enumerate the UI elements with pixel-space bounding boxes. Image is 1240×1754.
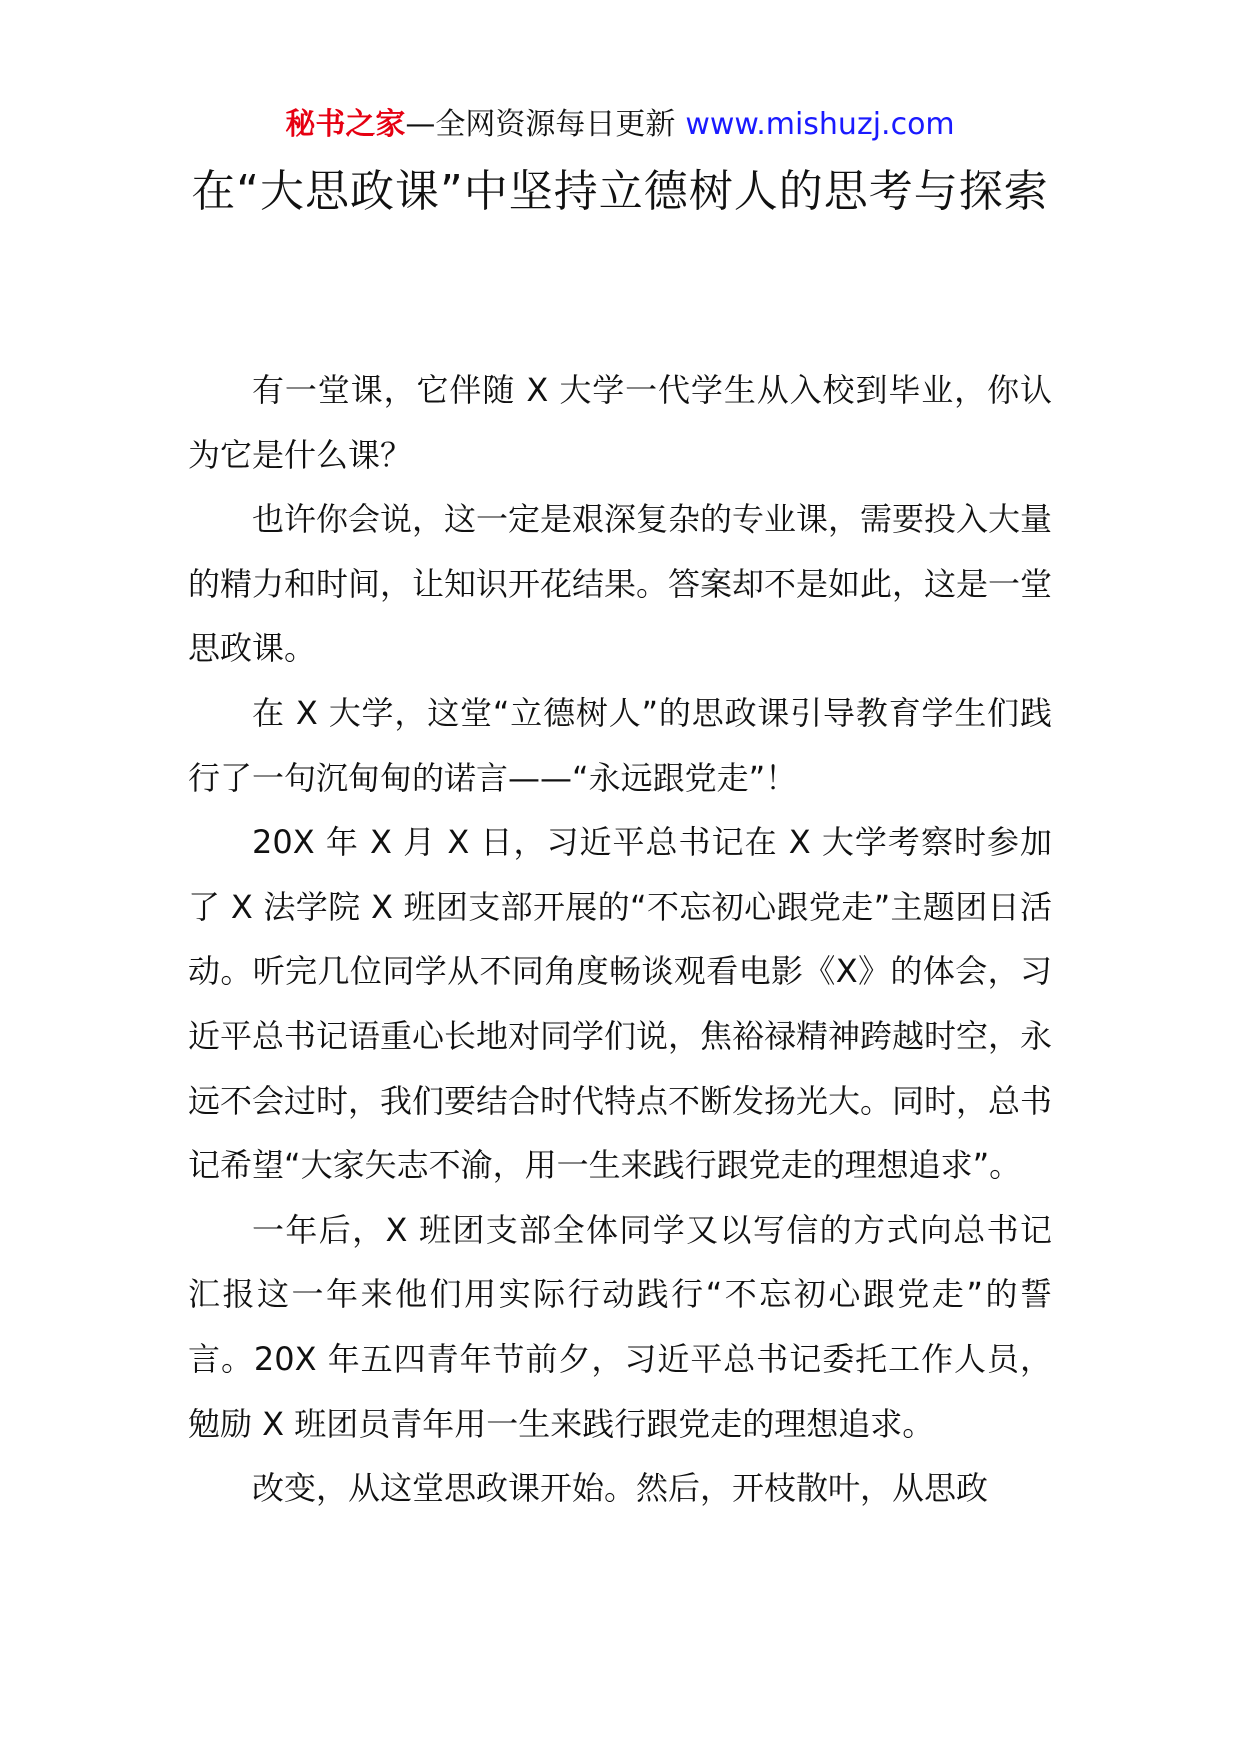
document-body xyxy=(188,358,1052,1521)
document-title: 在“大思政课”中坚持立德树人的思考与探索 xyxy=(191,166,1049,217)
paragraph: 在 X 大学，这堂“立德树人”的思政课引导教育学生们践行了一句沉甸甸的诺言——“永远跟党走”！ xyxy=(188,693,1052,797)
paragraph: 有一堂课，它伴随 X 大学一代学生从入校到毕业，你认为它是什么课？ xyxy=(188,371,1052,474)
page-header xyxy=(0,102,1240,148)
brand-name: 秘书之家 xyxy=(285,107,406,142)
paragraph: 也许你会说，这一定是艰深复杂的专业课，需要投入大量的精力和时间，让知识开花结果。答案却不是如此，这是一堂思政课。 xyxy=(188,500,1053,668)
paragraph: 20X 年 X 月 X 日，习近平总书记在 X 大学考察时参加了 X 法学院 X 班团支部开展的“不忘初心跟党走”主题团日活动。听完几位同学从不同角度畅谈观看电影《X》的体会，习近平总书记语重心长地对同学们说，焦裕禄精神跨越时空，永远不会过时，我们要结合时代特点不断发扬光大。同时，总书记希望“大家矢志不渝，用一生来践行跟党走的理想追求”。 xyxy=(188,823,1053,1185)
paragraph: 改变，从这堂思政课开始。然后，开枝散叶，从思政 xyxy=(252,1469,989,1508)
paragraph: 一年后，X 班团支部全体同学又以写信的方式向总书记汇报这一年来他们用实际行动践行“不忘初心跟党走”的誓言。20X 年五四青年节前夕，习近平总书记委托工作人员，勉励 X 班团员青年用一生来践行跟党走的理想追求。 xyxy=(188,1210,1052,1443)
header-tagline: —全网资源每日更新 xyxy=(405,107,676,142)
site-link[interactable]: www.mishuzj.com xyxy=(685,107,955,142)
